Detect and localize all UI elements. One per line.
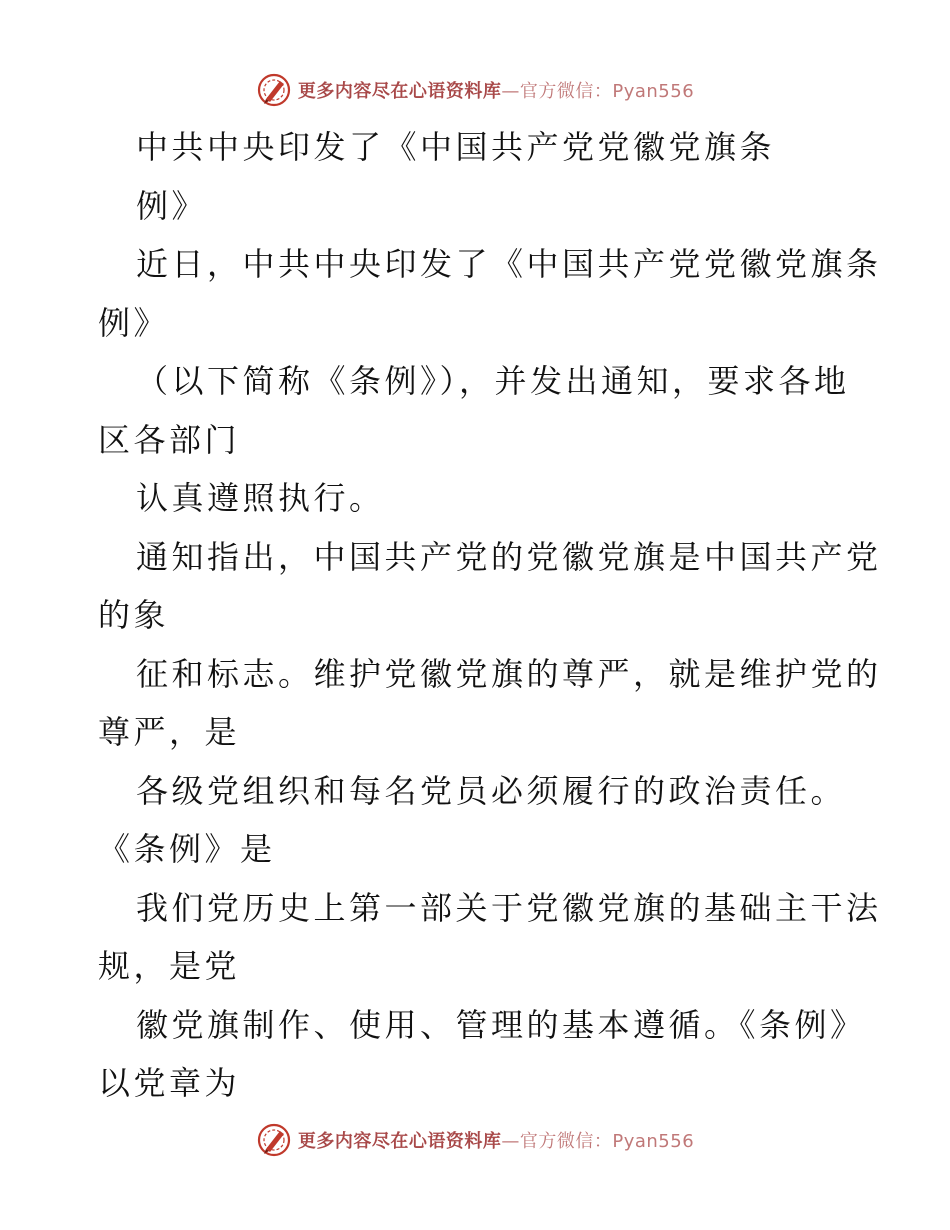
document-line: 近日，中共中央印发了《中国共产党党徽党旗条	[136, 245, 882, 283]
footer-separator: —	[501, 1131, 520, 1152]
document-line: 以党章为	[98, 1064, 241, 1102]
footer-banner-text	[298, 1127, 694, 1153]
pen-logo-icon	[256, 72, 292, 108]
document-line: 区各部门	[98, 420, 241, 459]
header-separator: —	[501, 81, 520, 102]
document-line: 例》	[98, 303, 170, 342]
pen-logo-icon	[256, 1122, 292, 1158]
document-line: （以下简称《条例》），并发出通知，要求各地	[136, 362, 850, 400]
document-line: 通知指出，中国共产党的党徽党旗是中国共产党	[136, 537, 882, 576]
document-line: 认真遵照执行。	[136, 479, 385, 517]
document-line: 《条例》是	[98, 830, 276, 868]
document-body	[98, 118, 882, 1113]
footer-site-text: 更多内容尽在心语资料库	[297, 1131, 502, 1152]
header-banner	[0, 70, 950, 110]
document-line: 的象	[98, 596, 170, 634]
document-line: 尊严，是	[98, 713, 241, 751]
document-line: 各级党组织和每名党员必须履行的政治责任。	[136, 771, 847, 810]
document-line: 例》	[136, 186, 208, 225]
document-line: 中共中央印发了《中国共产党党徽党旗条	[136, 128, 776, 166]
document-line: 规，是党	[98, 947, 241, 985]
document-line: 徽党旗制作、使用、管理的基本遵循。《条例》	[136, 1005, 866, 1044]
header-site-text: 更多内容尽在心语资料库	[297, 81, 502, 102]
document-line: 征和标志。维护党徽党旗的尊严，就是维护党的	[136, 654, 882, 693]
document-line: 我们党历史上第一部关于党徽党旗的基础主干法	[136, 888, 882, 927]
footer-contact-text: 官方微信：Pyan556	[519, 1131, 695, 1152]
header-contact-text: 官方微信：Pyan556	[519, 81, 695, 102]
footer-banner	[0, 1120, 950, 1160]
header-banner-text	[298, 77, 694, 103]
